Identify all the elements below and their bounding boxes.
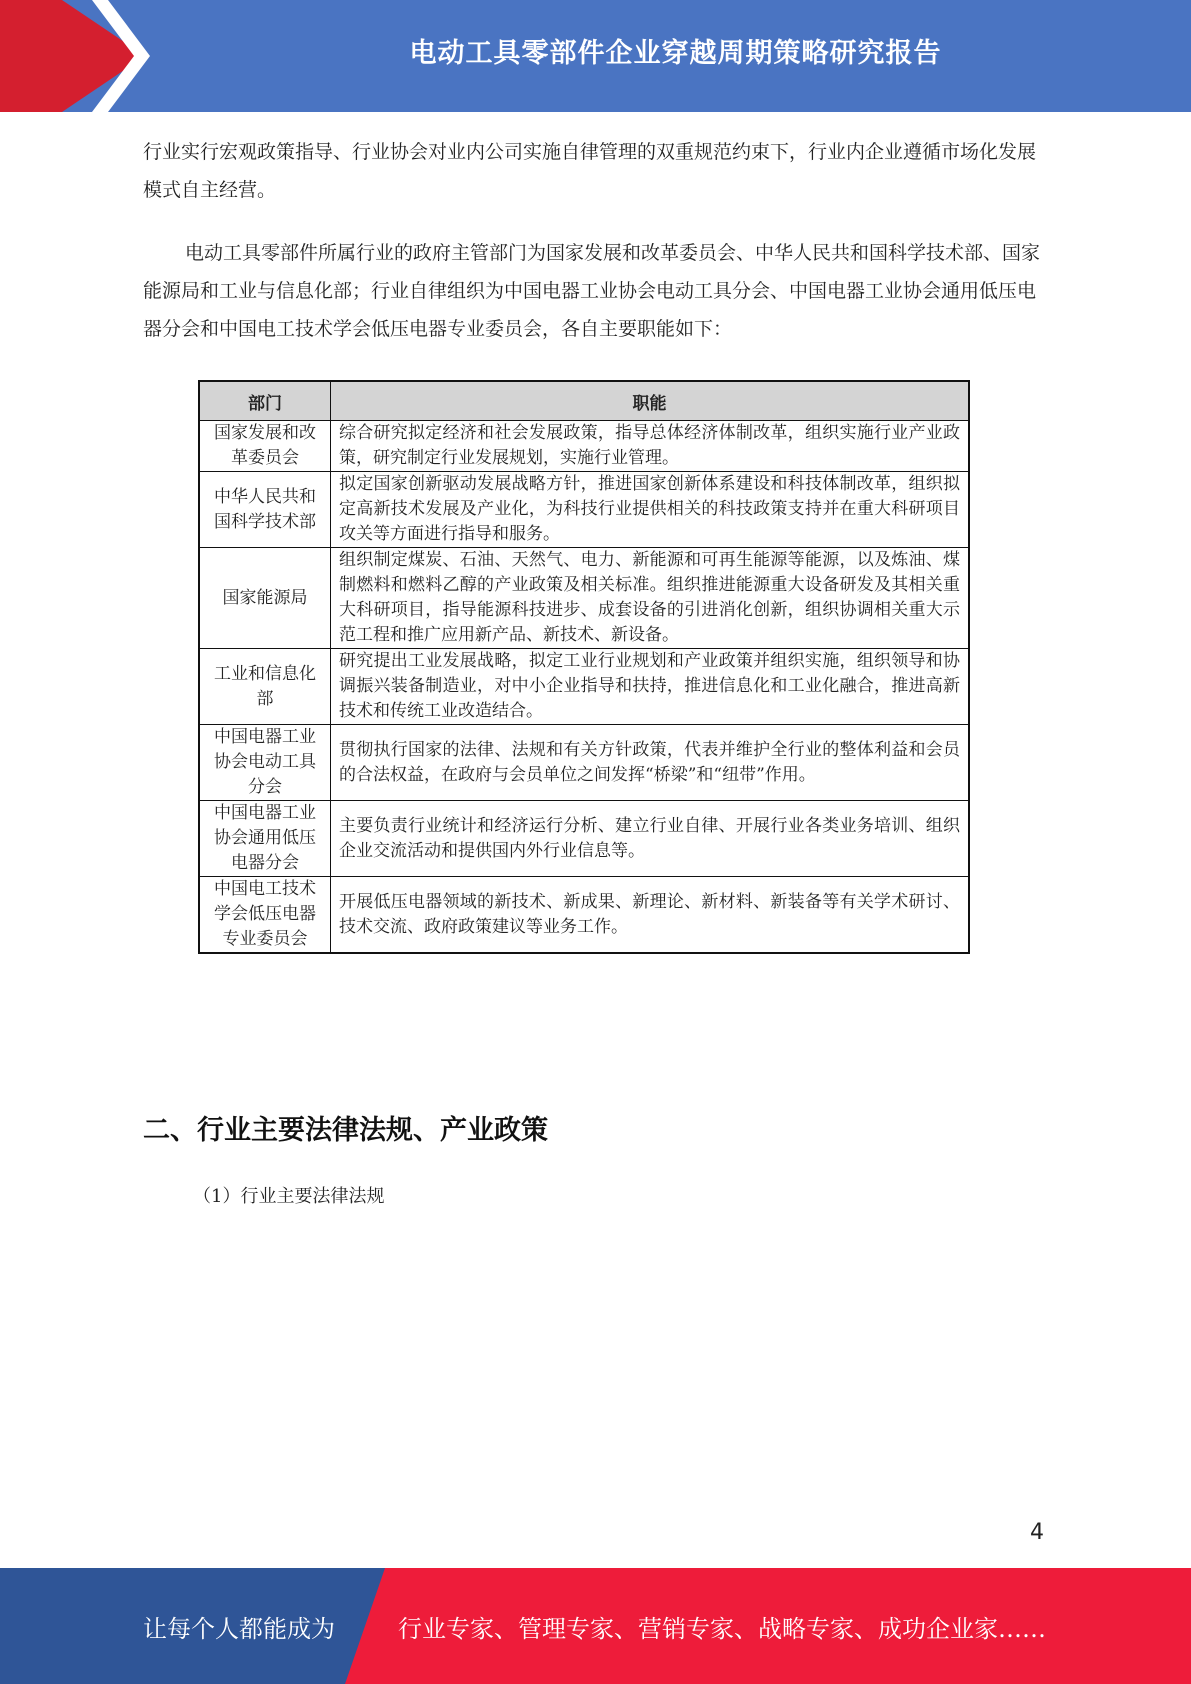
function-cell: 主要负责行业统计和经济运行分析、建立行业自律、开展行业各类业务培训、组织企业交流活动和提供国内外行业信息等。 <box>331 801 970 877</box>
function-cell: 开展低压电器领域的新技术、新成果、新理论、新材料、新装备等有关学术研讨、技术交流、政府政策建议等业务工作。 <box>331 877 970 954</box>
header-chevron-graphic <box>0 0 160 112</box>
page-footer <box>0 1568 1191 1684</box>
page-number: 4 <box>1030 1520 1044 1545</box>
function-cell: 研究提出工业发展战略，拟定工业行业规划和产业政策并组织实施，组织领导和协调振兴装备制造业，对中小企业指导和扶持，推进信息化和工业化融合，推进高新技术和传统工业改造结合。 <box>331 649 970 725</box>
function-cell: 组织制定煤炭、石油、天然气、电力、新能源和可再生能源等能源，以及炼油、煤制燃料和燃料乙醇的产业政策及相关标准。组织推进能源重大设备研发及其相关重大科研项目，指导能源科技进步、成套设备的引进消化创新，组织协调相关重大示范工程和推广应用新产品、新技术、新设备。 <box>331 548 970 649</box>
table-row <box>199 877 969 954</box>
department-cell: 工业和信息化部 <box>199 649 331 725</box>
paragraph-departments: 电动工具零部件所属行业的政府主管部门为国家发展和改革委员会、中华人民共和国科学技术部、国家能源局和工业与信息化部；行业自律组织为中国电器工业协会电动工具分会、中国电器工业协会通用低压电器分会和中国电工技术学会低压电器专业委员会，各自主要职能如下： <box>143 242 1041 340</box>
page-header <box>0 0 1191 112</box>
department-cell: 中国电器工业协会通用低压电器分会 <box>199 801 331 877</box>
function-cell: 拟定国家创新驱动发展战略方针，推进国家创新体系建设和科技体制改革，组织拟定高新技术发展及产业化，为科技行业提供相关的科技政策支持并在重大科研项目攻关等方面进行指导和服务。 <box>331 472 970 548</box>
column-header-function: 职能 <box>331 381 970 421</box>
table-row <box>199 649 969 725</box>
table-header-row <box>199 381 969 421</box>
column-header-department: 部门 <box>199 381 331 421</box>
department-cell: 中国电工技术学会低压电器专业委员会 <box>199 877 331 954</box>
table-row <box>199 421 969 472</box>
footer-slogan-left: 让每个人都能成为 <box>143 1614 335 1643</box>
department-cell: 国家发展和改革委员会 <box>199 421 331 472</box>
paragraph-intro: 行业实行宏观政策指导、行业协会对业内公司实施自律管理的双重规范约束下，行业内企业遵循市场化发展模式自主经营。 <box>143 141 1037 201</box>
function-cell: 综合研究拟定经济和社会发展政策，指导总体经济体制改革，组织实施行业产业政策，研究制定行业发展规划，实施行业管理。 <box>331 421 970 472</box>
table-row <box>199 801 969 877</box>
table-row <box>199 725 969 801</box>
department-cell: 中国电器工业协会电动工具分会 <box>199 725 331 801</box>
footer-slogan-right: 行业专家、管理专家、营销专家、战略专家、成功企业家…… <box>398 1614 1046 1643</box>
department-cell: 国家能源局 <box>199 548 331 649</box>
table-row <box>199 548 969 649</box>
department-cell: 中华人民共和国科学技术部 <box>199 472 331 548</box>
function-cell: 贯彻执行国家的法律、法规和有关方针政策，代表并维护全行业的整体利益和会员的合法权益，在政府与会员单位之间发挥“桥梁”和“纽带”作用。 <box>331 725 970 801</box>
table-row <box>199 472 969 548</box>
department-function-table <box>198 380 970 954</box>
section-heading: 二、行业主要法律法规、产业政策 <box>143 1115 548 1146</box>
document-title: 电动工具零部件企业穿越周期策略研究报告 <box>409 37 942 69</box>
subsection-heading: （1）行业主要法律法规 <box>193 1186 385 1207</box>
